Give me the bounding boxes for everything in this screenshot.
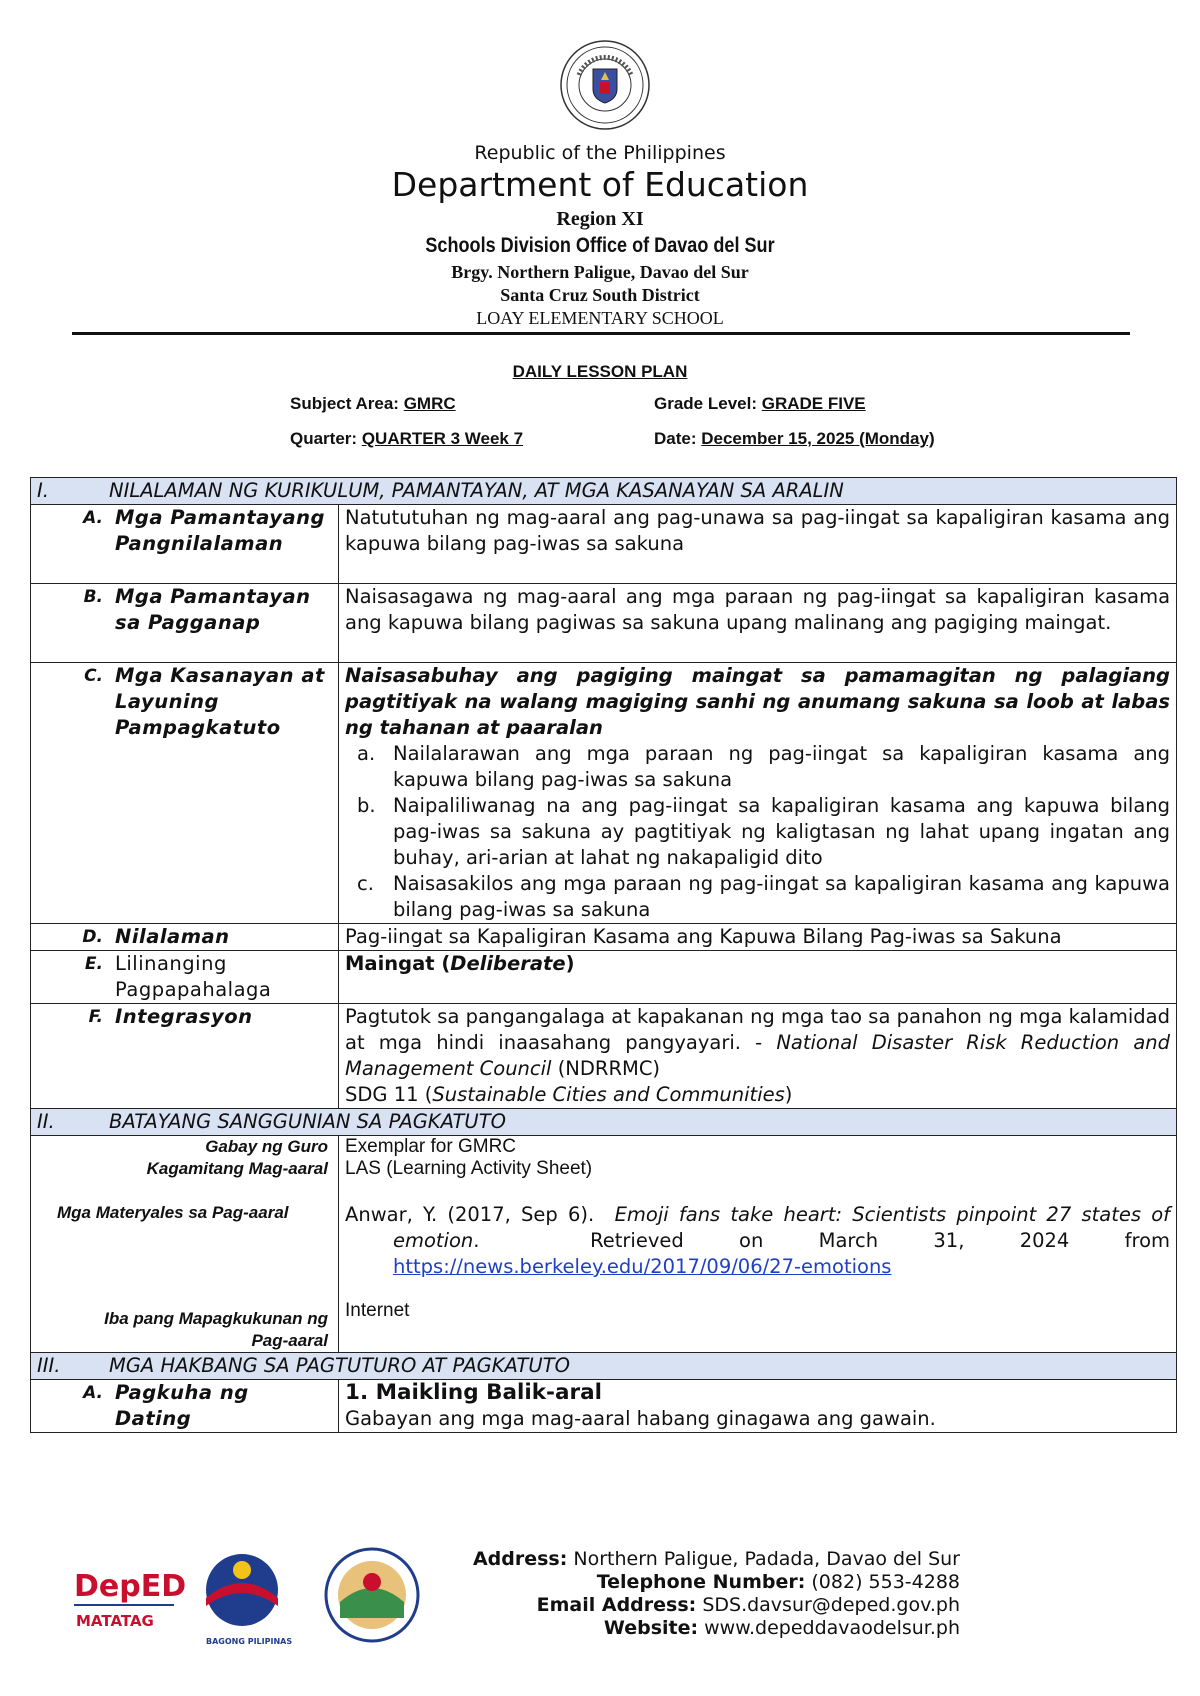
sdg-line: SDG 11 (Sustainable Cities and Communities) <box>345 1083 793 1106</box>
footer-contact <box>430 1548 960 1640</box>
department-title: Department of Education <box>391 165 809 204</box>
list-marker: b. <box>357 794 376 817</box>
section-title: NILALAMAN NG KURIKULUM, PAMANTAYAN, AT MGA KASANAYAN SA ARALIN <box>109 479 844 502</box>
step-a-label-cell <box>31 1380 339 1433</box>
integration-source: National Disaster Risk Reduction and Management Council <box>345 1031 1171 1080</box>
quarter-value: QUARTER 3 Week 7 <box>361 429 524 448</box>
row-c-label-cell <box>31 663 339 924</box>
email-label: Email Address: <box>536 1594 697 1616</box>
row-c-content <box>339 663 1177 924</box>
division-text: Schools Division Office of Davao del Sur <box>425 234 775 257</box>
resources-content-cell <box>339 1136 1177 1353</box>
subject-label: Subject Area: <box>290 394 399 413</box>
row-d-label-cell <box>31 924 339 951</box>
sdg-title: Sustainable Cities and Communities <box>432 1083 785 1106</box>
footer-website <box>430 1617 960 1640</box>
footer-phone <box>430 1571 960 1594</box>
republic-text: Republic of the Philippines <box>474 142 726 164</box>
row-letter: B. <box>83 587 103 607</box>
integration-body: Pagtutok sa pangangalaga at kapakanan ng mga tao sa panahon ng mga kalamidad at mga hindi inaasahang pangyayari. <box>345 1005 1171 1054</box>
ref-retrieved: Retrieved on March 31, 2024 from <box>590 1229 1171 1252</box>
row-letter: D. <box>82 927 103 947</box>
row-f-label-cell <box>31 1004 339 1109</box>
row-e-content: Maingat (Deliberate) <box>339 951 1177 1004</box>
region-text: Region XI <box>556 208 644 230</box>
phone-value: (082) 553-4288 <box>811 1571 960 1593</box>
value-text: Maingat <box>345 952 435 975</box>
other-resources-label-2: Pag-aaral <box>251 1331 328 1350</box>
row-d-content: Pag-iingat sa Kapaligiran Kasama ang Kapuwa Bilang Pag-iwas sa Sakuna <box>339 924 1177 951</box>
deped-seal-logo <box>559 39 651 131</box>
quarter-field <box>290 429 523 449</box>
district-text: Santa Cruz South District <box>500 285 700 305</box>
other-resources-label: Iba pang Mapagkukunan ng <box>104 1309 328 1328</box>
guide-label: Gabay ng Guro <box>205 1137 328 1156</box>
section-number: I. <box>37 479 49 502</box>
division-seal-logo <box>326 1549 418 1641</box>
reference-citation: Anwar, Y. (2017, Sep 6). Emoji fans take heart: Scientists pinpoint 27 states of emotion. Retrieved on March 31, 2024 from https://news.berkeley.edu/2017/09/06/27-emotions <box>345 1203 1171 1278</box>
row-label: Mga Pamantayan sa Pagganap <box>115 585 311 634</box>
row-label: Mga Kasanayan at Layuning Pampagkatuto <box>115 664 325 739</box>
row-d <box>31 924 1177 951</box>
objective-lead: Naisasabuhay ang pagiging maingat sa pamamagitan ng palagiang pagtitiyak na walang magiging sanhi ng anumang sakuna sa loob at labas ng tahanan at paaralan <box>345 664 1171 739</box>
barangay-text: Brgy. Northern Paligue, Davao del Sur <box>451 262 749 282</box>
guide-value: Exemplar for GMRC <box>345 1136 517 1157</box>
resources-label-cell <box>31 1136 339 1353</box>
row-c <box>31 663 1177 924</box>
row-letter: C. <box>84 666 103 686</box>
grade-value: GRADE FIVE <box>761 394 866 413</box>
section-row-3 <box>31 1353 1177 1380</box>
list-text: Naisasakilos ang mga paraan ng pag-iingat sa kapaligiran kasama ang kapuwa bilang pag-iwas sa sakuna <box>393 872 1171 921</box>
bagong-logo-text: BAGONG PILIPINAS <box>206 1637 293 1646</box>
section-header-3 <box>31 1353 1177 1380</box>
header-divider <box>72 332 1130 335</box>
subject-field <box>290 394 456 414</box>
step-text: Gabayan ang mga mag-aaral habang ginagawa ang gawain. <box>345 1407 936 1430</box>
section-title: MGA HAKBANG SA PAGTUTURO AT PAGKATUTO <box>109 1354 570 1377</box>
integration-source-abbr: (NDRRMC) <box>557 1057 661 1080</box>
footer-logos <box>72 1540 432 1650</box>
deped-matatag-logo <box>74 1569 186 1630</box>
row-label: Integrasyon <box>115 1005 253 1028</box>
row-f <box>31 1004 1177 1109</box>
row-label: Lilinanging Pagpapahalaga <box>115 952 272 1001</box>
row-letter: E. <box>84 954 103 974</box>
school-text: LOAY ELEMENTARY SCHOOL <box>476 308 724 328</box>
row-a <box>31 505 1177 584</box>
sdg-number: SDG 11 <box>345 1083 419 1106</box>
list-text: Naipaliliwanag na ang pag-iingat sa kapaligiran kasama ang kapuwa bilang pag-iwas sa sakuna ay pagtitiyak ng kaligtasan ng lahat upang ingatan ang buhay, ari-arian at lahat ng nakapaligid dito <box>393 794 1171 869</box>
ref-author: Anwar, Y. (2017, Sep 6). <box>345 1203 595 1226</box>
subject-value: GMRC <box>403 394 456 413</box>
email-value[interactable]: SDS.davsur@deped.gov.ph <box>702 1594 960 1616</box>
date-label: Date: <box>654 429 697 448</box>
section-number: II. <box>37 1110 55 1133</box>
integration-text: Pagtutok sa pangangalaga at kapakanan ng mga tao sa panahon ng mga kalamidad at mga hindi inaasahang pangyayari. - National Disaster Risk Reduction and Management Council (NDRRMC) <box>345 1005 1171 1080</box>
row-e <box>31 951 1177 1004</box>
section-title: BATAYANG SANGGUNIAN SA PAGKATUTO <box>109 1110 506 1133</box>
section-header-2 <box>31 1109 1177 1136</box>
address-label: Address: <box>472 1548 568 1570</box>
footer-address <box>430 1548 960 1571</box>
row-e-label-cell <box>31 951 339 1004</box>
learner-label: Kagamitang Mag-aaral <box>146 1159 328 1178</box>
bagong-pilipinas-logo <box>206 1554 292 1646</box>
other-resources-value: Internet <box>345 1300 410 1321</box>
step-a-content <box>339 1380 1177 1433</box>
step-a-row <box>31 1380 1177 1433</box>
website-value[interactable]: www.depeddavaodelsur.ph <box>704 1617 960 1639</box>
row-label: Mga Pamantayang Pangnilalaman <box>115 506 325 555</box>
plan-title: DAILY LESSON PLAN <box>512 362 688 381</box>
section-header-1 <box>31 478 1177 505</box>
reference-link[interactable]: https://news.berkeley.edu/2017/09/06/27-emotions <box>393 1255 892 1278</box>
row-b-content: Naisasagawa ng mag-aaral ang mga paraan ng pag-iingat sa kapaligiran kasama ang kapuwa bilang pagiwas sa sakuna upang malinang ang pagiging maingat. <box>339 584 1177 663</box>
resources-row <box>31 1136 1177 1353</box>
quarter-label: Quarter: <box>290 429 358 448</box>
row-a-content: Natututuhan ng mag-aaral ang pag-unawa sa pag-iingat sa kapaligiran kasama ang kapuwa bilang pag-iwas sa sakuna <box>339 505 1177 584</box>
deped-logo-text: DepED <box>74 1569 187 1604</box>
spacer <box>345 1322 1170 1348</box>
row-b <box>31 584 1177 663</box>
value-english: Deliberate <box>450 952 566 975</box>
grade-field <box>654 394 866 414</box>
row-letter: F. <box>88 1007 103 1027</box>
objective-item-a <box>357 741 1170 793</box>
section-row-2 <box>31 1109 1177 1136</box>
objective-item-b <box>357 793 1170 871</box>
list-marker: c. <box>357 872 374 895</box>
ref-title: Emoji fans take heart: Scientists pinpoint 27 states of emotion <box>393 1203 1170 1252</box>
row-b-label-cell <box>31 584 339 663</box>
objective-item-c <box>357 871 1170 923</box>
address-value: Northern Paligue, Padada, Davao del Sur <box>573 1548 960 1570</box>
row-label: Nilalaman <box>115 925 230 948</box>
lesson-plan-table <box>30 477 1177 1433</box>
section-number: III. <box>37 1354 61 1377</box>
learner-value: LAS (Learning Activity Sheet) <box>345 1158 593 1179</box>
list-text: Nailalarawan ang mga paraan ng pag-iingat sa kapaligiran kasama ang kapuwa bilang pag-iwas sa sakuna <box>393 742 1171 791</box>
row-letter: A. <box>83 508 103 528</box>
row-label: Pagkuha ng Dating <box>115 1381 249 1430</box>
matatag-logo-text: MATATAG <box>76 1612 154 1630</box>
grade-label: Grade Level: <box>654 394 757 413</box>
step-heading: 1. Maikling Balik-aral <box>345 1380 602 1405</box>
footer-email <box>430 1594 960 1617</box>
section-row-1 <box>31 478 1177 505</box>
list-marker: a. <box>357 742 376 765</box>
row-letter: A. <box>83 1383 103 1403</box>
materials-label: Mga Materyales sa Pag-aaral <box>57 1203 289 1222</box>
date-field <box>654 429 935 449</box>
phone-label: Telephone Number: <box>596 1571 806 1593</box>
row-f-content <box>339 1004 1177 1109</box>
row-a-label-cell <box>31 505 339 584</box>
date-value: December 15, 2025 (Monday) <box>701 429 935 448</box>
website-label: Website: <box>603 1617 699 1639</box>
